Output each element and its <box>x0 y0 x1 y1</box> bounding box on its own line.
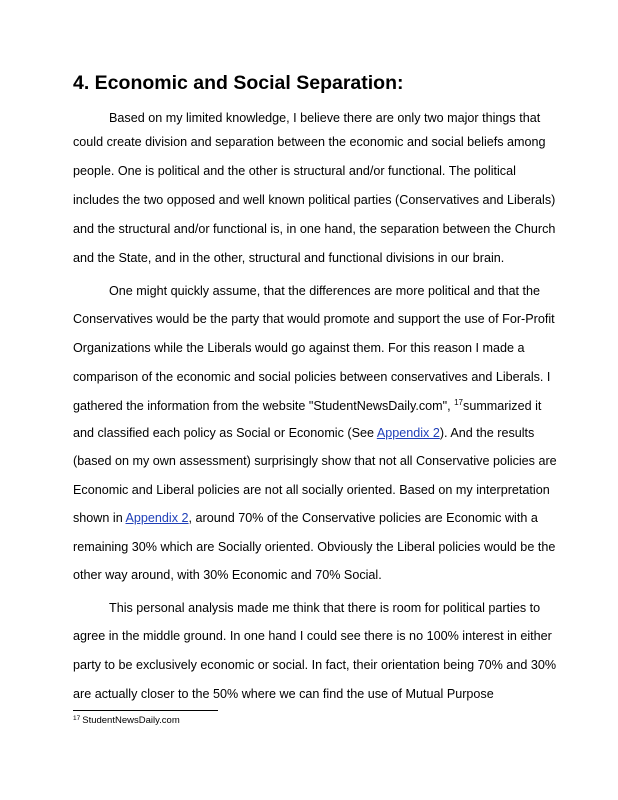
paragraph-3-line-3: party to be exclusively economic or social. In fact, their orientation being 70% and 30% <box>73 658 557 672</box>
paragraph-1-line-4: includes the two opposed and well known political parties (Conservatives and Liberals) <box>73 193 556 207</box>
footnote-reference[interactable]: 17 <box>454 398 464 407</box>
paragraph-1-line-5: and the structural and/or functional is, in one hand, the separation between the Church <box>73 222 556 236</box>
footnote-text: StudentNewsDaily.com <box>82 715 180 726</box>
paragraph-2-line-4: comparison of the economic and social policies between conservatives and Liberals. I <box>73 370 551 384</box>
paragraph-3-line-1: This personal analysis made me think that there is room for political parties to <box>109 601 541 615</box>
paragraph-1-line-2: could create division and separation between the economic and social beliefs among <box>73 135 546 149</box>
paragraph-1-line-3: people. One is political and the other is structural and/or functional. The political <box>73 164 516 178</box>
paragraph-2-line-11: other way around, with 30% Economic and 70% Social. <box>73 568 382 582</box>
paragraph-1-line-6: and the State, and in the other, structural and functional divisions in our brain. <box>73 251 505 265</box>
paragraph-2-line-5 <box>73 398 541 416</box>
paragraph-2-line-6 <box>73 425 534 441</box>
paragraph-2-line-6-text: and classified each policy as Social or Economic (See <box>73 426 377 440</box>
appendix-2-link-second[interactable]: Appendix 2 <box>125 511 189 525</box>
paragraph-2-line-9 <box>73 510 538 526</box>
appendix-2-link[interactable]: Appendix 2 <box>376 426 440 440</box>
paragraph-3-line-4: are actually closer to the 50% where we can find the use of Mutual Purpose <box>73 687 494 701</box>
paragraph-2-line-10: remaining 30% which are Socially oriented. Obviously the Liberal policies would be the <box>73 540 556 554</box>
paragraph-3-line-2: agree in the middle ground. In one hand I could see there is no 100% interest in either <box>73 629 552 643</box>
footnote <box>73 714 180 728</box>
paragraph-2-line-7: (based on my own assessment) surprisingly show that not all Conservative policies are <box>73 454 557 468</box>
paragraph-2-line-1: One might quickly assume, that the differences are more political and that the <box>109 284 540 298</box>
paragraph-2-line-9-text: shown in <box>73 511 126 525</box>
paragraph-2-line-9-tail: , around 70% of the Conservative policies are Economic with a <box>188 511 538 525</box>
paragraph-2-line-3: Organizations while the Liberals would go against them. For this reason I made a <box>73 341 525 355</box>
paragraph-2-line-5-text: gathered the information from the website "StudentNewsDaily.com", <box>73 399 455 413</box>
paragraph-2-line-6-tail: ). And the results <box>439 426 535 440</box>
paragraph-1-line-1: Based on my limited knowledge, I believe there are only two major things that <box>109 111 541 125</box>
footnote-divider <box>73 710 218 711</box>
paragraph-2-line-5-tail: summarized it <box>463 399 542 413</box>
paragraph-2-line-8: Economic and Liberal policies are not all socially oriented. Based on my interpretation <box>73 483 550 497</box>
footnote-number: 17 <box>73 715 81 722</box>
section-heading: 4. Economic and Social Separation: <box>73 72 404 94</box>
paragraph-2-line-2: Conservatives would be the party that would promote and support the use of For-Profit <box>73 312 555 326</box>
